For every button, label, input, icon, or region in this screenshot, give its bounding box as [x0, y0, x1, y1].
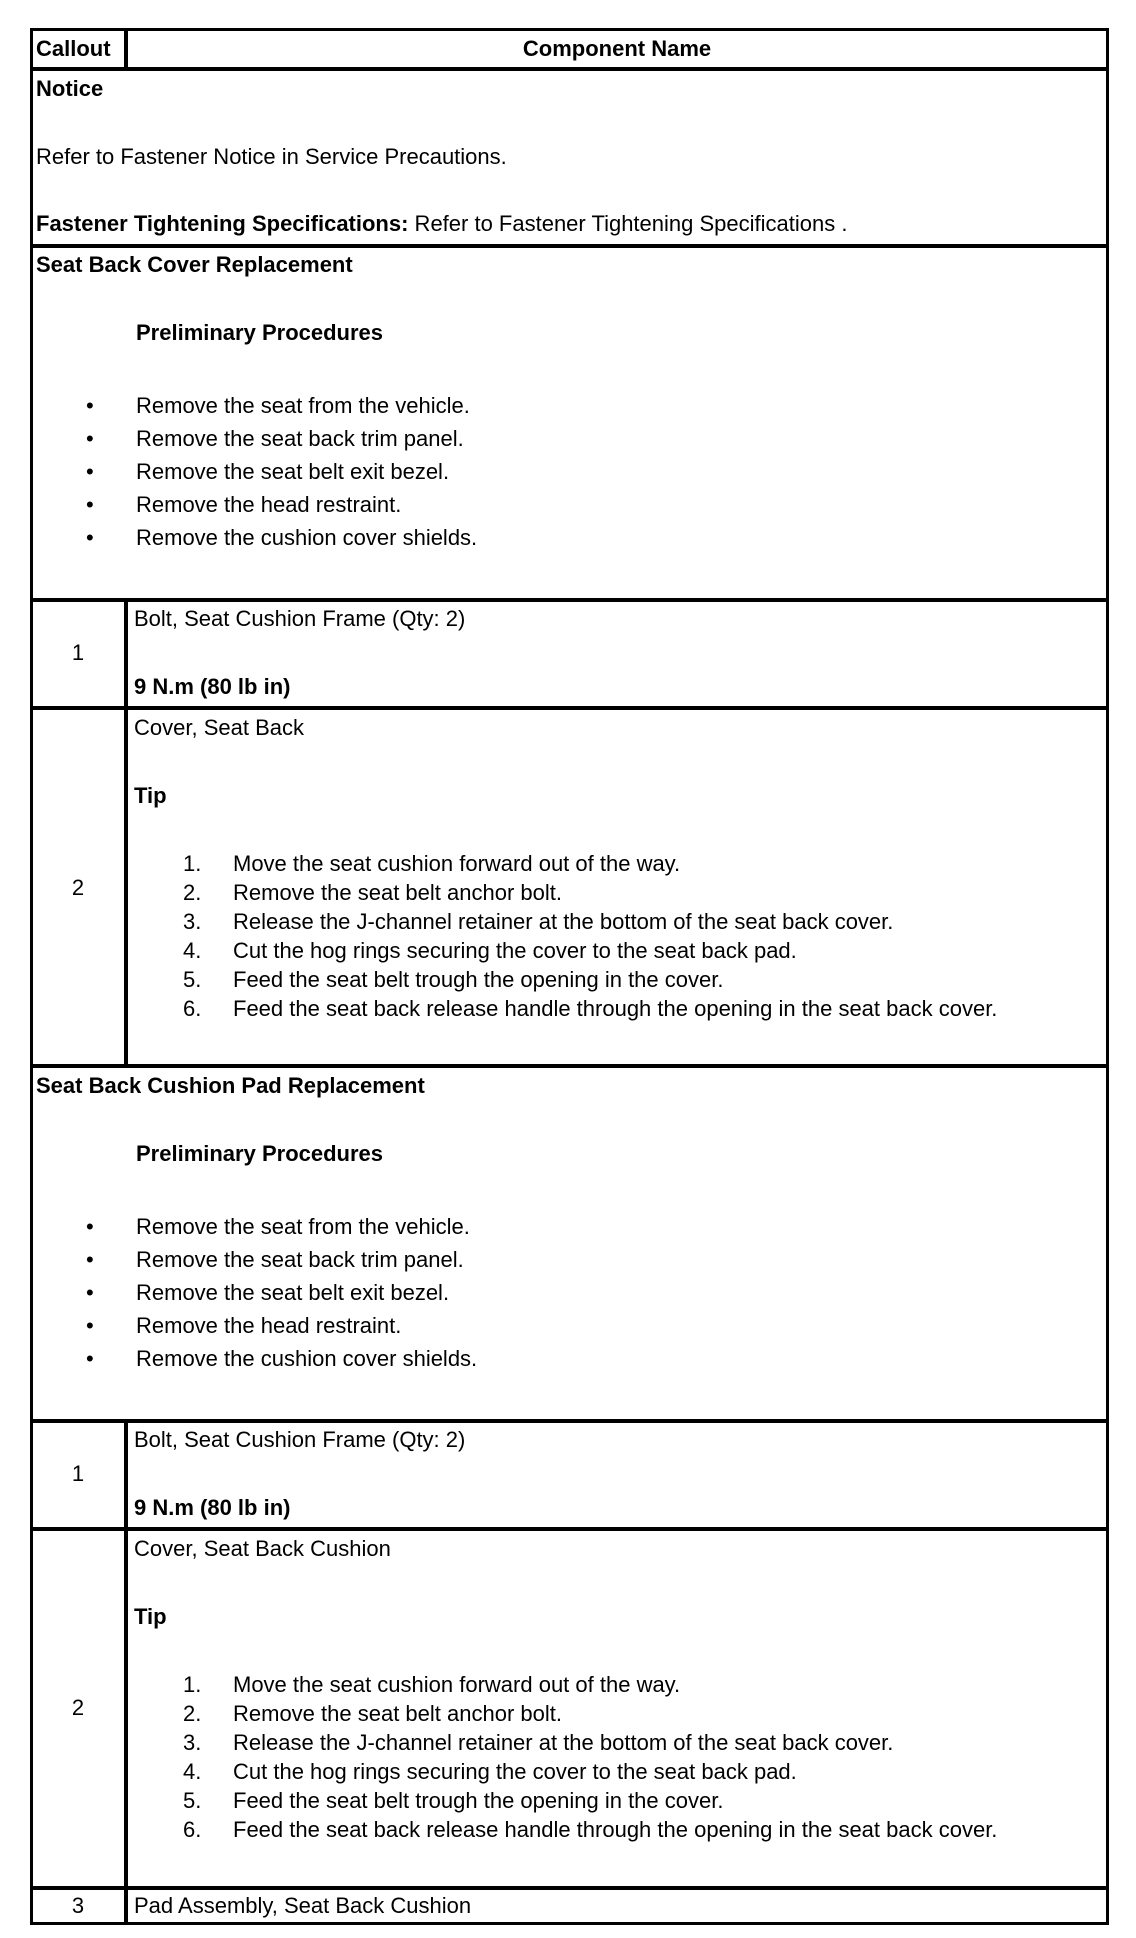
step-number: 1. — [183, 1672, 202, 1697]
callout-number: 1 — [71, 640, 85, 665]
callout-number: 2 — [71, 875, 85, 900]
table-border — [1106, 28, 1109, 1925]
column-divider — [124, 598, 128, 1066]
tip-heading: Tip — [134, 783, 167, 808]
table-border — [30, 28, 33, 1925]
step-text: Feed the seat belt trough the opening in the cover. — [233, 1788, 724, 1813]
notice-spec-line — [36, 211, 847, 237]
step-number: 3. — [183, 909, 202, 934]
step-text: Feed the seat back release handle through the opening in the seat back cover. — [233, 1817, 998, 1842]
bullet-text: Remove the head restraint. — [136, 1313, 402, 1338]
header-component-name: Component Name — [522, 36, 712, 61]
table-border — [30, 1419, 1109, 1423]
bullet-icon: • — [86, 1280, 94, 1305]
table-border — [30, 598, 1109, 602]
step-text: Release the J-channel retainer at the bottom of the seat back cover. — [233, 909, 894, 934]
step-text: Cut the hog rings securing the cover to the seat back pad. — [233, 1759, 797, 1784]
step-number: 1. — [183, 851, 202, 876]
step-text: Release the J-channel retainer at the bottom of the seat back cover. — [233, 1730, 894, 1755]
preliminary-heading: Preliminary Procedures — [136, 320, 384, 345]
step-number: 6. — [183, 1817, 202, 1842]
component-name: Bolt, Seat Cushion Frame (Qty: 2) — [134, 1427, 466, 1452]
step-text: Remove the seat belt anchor bolt. — [233, 1701, 562, 1726]
step-number: 2. — [183, 1701, 202, 1726]
table-border — [30, 706, 1109, 710]
component-name: Pad Assembly, Seat Back Cushion — [134, 1893, 472, 1918]
bullet-icon: • — [86, 492, 94, 517]
table-border — [30, 67, 1109, 71]
bullet-icon: • — [86, 459, 94, 484]
bullet-text: Remove the seat back trim panel. — [136, 426, 464, 451]
bullet-text: Remove the seat belt exit bezel. — [136, 1280, 450, 1305]
component-name: Cover, Seat Back — [134, 715, 304, 740]
notice-text: Refer to Fastener Notice in Service Precautions. — [36, 144, 507, 169]
header-callout: Callout — [36, 36, 111, 61]
step-number: 5. — [183, 967, 202, 992]
table-border — [30, 1064, 1109, 1068]
bullet-icon: • — [86, 1214, 94, 1239]
table-border — [30, 1922, 1109, 1925]
tip-heading: Tip — [134, 1604, 167, 1629]
column-divider — [124, 1419, 128, 1924]
table-border — [30, 28, 1109, 31]
bullet-icon: • — [86, 1313, 94, 1338]
step-number: 2. — [183, 880, 202, 905]
step-number: 4. — [183, 1759, 202, 1784]
section-title: Seat Back Cushion Pad Replacement — [36, 1073, 425, 1098]
spec-label: Fastener Tightening Specifications: — [36, 211, 409, 236]
bullet-text: Remove the seat back trim panel. — [136, 1247, 464, 1272]
table-border — [30, 1886, 1109, 1890]
step-text: Feed the seat belt trough the opening in the cover. — [233, 967, 724, 992]
bullet-text: Remove the head restraint. — [136, 492, 402, 517]
component-name: Bolt, Seat Cushion Frame (Qty: 2) — [134, 606, 466, 631]
bullet-icon: • — [86, 426, 94, 451]
bullet-text: Remove the seat from the vehicle. — [136, 393, 470, 418]
callout-number: 3 — [71, 1893, 85, 1918]
step-text: Remove the seat belt anchor bolt. — [233, 880, 562, 905]
step-text: Feed the seat back release handle through the opening in the seat back cover. — [233, 996, 998, 1021]
component-name: Cover, Seat Back Cushion — [134, 1536, 391, 1561]
table-border — [30, 1527, 1109, 1531]
callout-number: 1 — [71, 1461, 85, 1486]
step-number: 6. — [183, 996, 202, 1021]
step-text: Move the seat cushion forward out of the way. — [233, 851, 681, 876]
torque-spec: 9 N.m (80 lb in) — [134, 674, 291, 699]
spec-text: Refer to Fastener Tightening Specifications . — [408, 211, 848, 236]
notice-heading: Notice — [36, 76, 104, 101]
bullet-icon: • — [86, 393, 94, 418]
section-title: Seat Back Cover Replacement — [36, 252, 353, 277]
step-text: Move the seat cushion forward out of the way. — [233, 1672, 681, 1697]
bullet-text: Remove the cushion cover shields. — [136, 525, 478, 550]
bullet-text: Remove the cushion cover shields. — [136, 1346, 478, 1371]
step-number: 5. — [183, 1788, 202, 1813]
bullet-text: Remove the seat belt exit bezel. — [136, 459, 450, 484]
bullet-icon: • — [86, 525, 94, 550]
table-border — [30, 244, 1109, 248]
torque-spec: 9 N.m (80 lb in) — [134, 1495, 291, 1520]
callout-number: 2 — [71, 1695, 85, 1720]
step-number: 3. — [183, 1730, 202, 1755]
bullet-icon: • — [86, 1346, 94, 1371]
step-text: Cut the hog rings securing the cover to the seat back pad. — [233, 938, 797, 963]
bullet-icon: • — [86, 1247, 94, 1272]
step-number: 4. — [183, 938, 202, 963]
preliminary-heading: Preliminary Procedures — [136, 1141, 384, 1166]
bullet-text: Remove the seat from the vehicle. — [136, 1214, 470, 1239]
